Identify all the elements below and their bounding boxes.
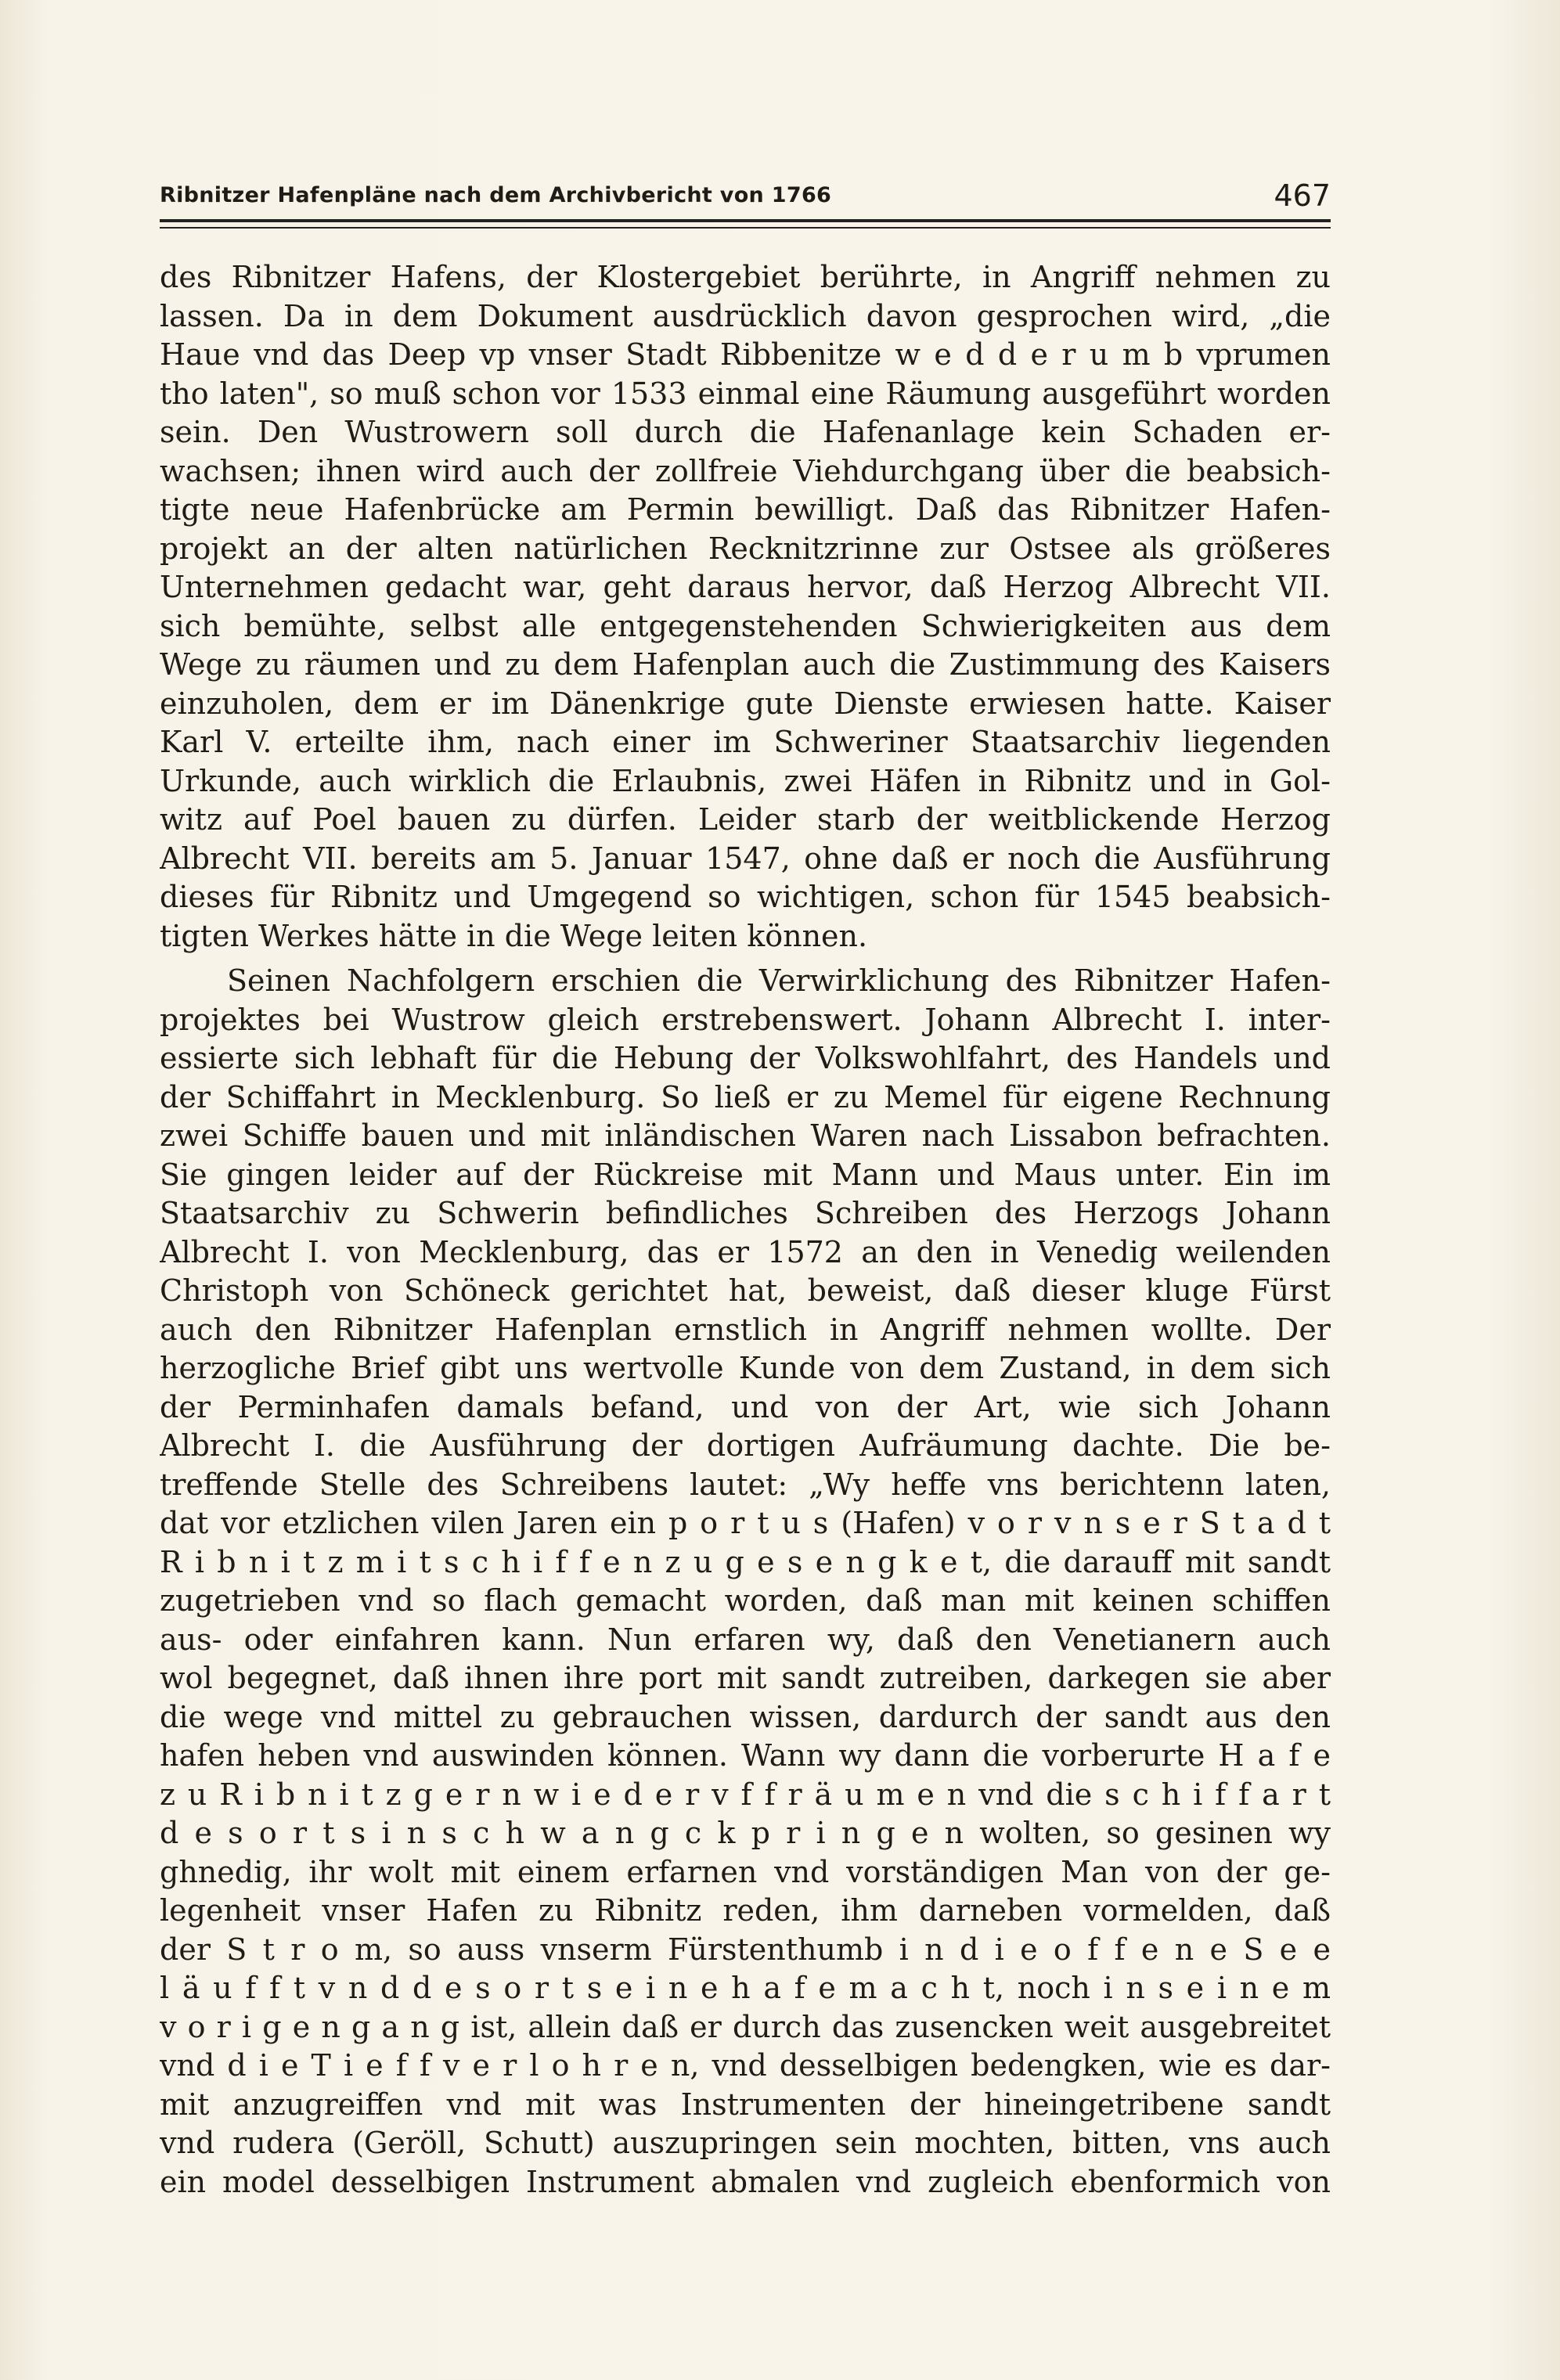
text-line: tigten Werkes hätte in die Wege leiten können. (160, 918, 868, 953)
page-header (160, 178, 1331, 225)
text-line: die wege vnd mittel zu gebrauchen wissen, dardurch der sandt aus den (160, 1699, 1331, 1734)
text-line: ein model desselbigen Instrument abmalen vnd zugleich ebenformich von (160, 2164, 1331, 2199)
text-line: Unternehmen gedacht war, geht daraus hervor, daß Herzog Albrecht VII. (160, 570, 1331, 604)
text-line: Karl V. erteilte ihm, nach einer im Schweriner Staatsarchiv liegenden (160, 725, 1331, 759)
text-line: Albrecht VII. bereits am 5. Januar 1547, ohne daß er noch die Ausführung (160, 841, 1331, 876)
text-line: dat vor etzlichen vilen Jaren ein p o r t u s (Hafen) v o r v n s e r S t a d t (160, 1506, 1331, 1540)
text-line: Seinen Nachfolgern erschien die Verwirklichung des Ribnitzer Hafen- (227, 963, 1331, 998)
text-line: wol begegnet, daß ihnen ihre port mit sandt zutreiben, darkegen sie aber (160, 1661, 1331, 1695)
text-line: Haue vnd das Deep vp vnser Stadt Ribbenitze w e d d e r u m b vprumen (160, 337, 1331, 372)
text-line: vnd d i e T i e f f v e r l o h r e n, vnd desselbigen bedengken, wie es dar- (160, 2048, 1331, 2083)
text-line: treffende Stelle des Schreibens lautet: „Wy heffe vns berichtenn laten, (160, 1467, 1331, 1502)
text-line: l ä u f f t v n d d e s o r t s e i n e h a f e m a c h t, noch i n s e i n e m (160, 1971, 1331, 2005)
text-line: der Perminhafen damals befand, und von der Art, wie sich Johann (160, 1389, 1331, 1424)
text-line: hafen heben vnd auswinden können. Wann wy dann die vorberurte H a f e (160, 1738, 1331, 1773)
text-line: essierte sich lebhaft für die Hebung der Volkswohlfahrt, des Handels und (160, 1041, 1331, 1075)
text-line: Sie gingen leider auf der Rückreise mit Mann und Maus unter. Ein im (160, 1157, 1331, 1192)
header-rule-thin (160, 227, 1331, 229)
text-line: dieses für Ribnitz und Umgegend so wichtigen, schon für 1545 beabsich- (160, 880, 1331, 914)
text-line: d e s o r t s i n s c h w a n g c k p r i n g e n wolten, so gesinen wy (160, 1816, 1331, 1850)
running-title: Ribnitzer Hafenpläne nach dem Archivbericht von 1766 (160, 183, 832, 207)
text-line: sein. Den Wustrowern soll durch die Hafenanlage kein Schaden er- (160, 415, 1331, 449)
page-number: 467 (1274, 178, 1331, 213)
text-line: Christoph von Schöneck gerichtet hat, beweist, daß dieser kluge Fürst (160, 1273, 1331, 1308)
text-line: v o r i g e n g a n g ist, allein daß er durch das zusencken weit ausgebreitet (160, 2009, 1331, 2044)
text-line: projektes bei Wustrow gleich erstrebenswert. Johann Albrecht I. inter- (160, 1002, 1331, 1037)
text-line: projekt an der alten natürlichen Recknitzrinne zur Ostsee als größeres (160, 531, 1331, 566)
text-line: z u R i b n i t z g e r n w i e d e r v f f r ä u m e n vnd die s c h i f f a r t (160, 1777, 1331, 1812)
text-line: der S t r o m, so auss vnserm Fürstenthumb i n d i e o f f e n e S e e (160, 1932, 1331, 1967)
text-line: sich bemühte, selbst alle entgegenstehenden Schwierigkeiten aus dem (160, 608, 1331, 643)
header-rule-thick (160, 219, 1331, 222)
text-line: wachsen; ihnen wird auch der zollfreie Viehdurchgang über die beabsich- (160, 453, 1331, 488)
text-line: der Schiffahrt in Mecklenburg. So ließ er zu Memel für eigene Rechnung (160, 1079, 1331, 1114)
text-line: tho laten", so muß schon vor 1533 einmal eine Räumung ausgeführt worden (160, 376, 1331, 411)
text-line: lassen. Da in dem Dokument ausdrücklich davon gesprochen wird, „die (160, 298, 1331, 333)
text-line: zugetrieben vnd so flach gemacht worden, daß man mit keinen schiffen (160, 1583, 1331, 1618)
text-line: des Ribnitzer Hafens, der Klostergebiet berührte, in Angriff nehmen zu (160, 260, 1331, 294)
text-line: witz auf Poel bauen zu dürfen. Leider starb der weitblickende Herzog (160, 802, 1331, 837)
text-line: Staatsarchiv zu Schwerin befindliches Schreiben des Herzogs Johann (160, 1196, 1331, 1230)
text-line: Albrecht I. von Mecklenburg, das er 1572 an den in Venedig weilenden (160, 1234, 1331, 1269)
text-line: zwei Schiffe bauen und mit inländischen Waren nach Lissabon befrachten. (160, 1118, 1331, 1153)
text-line: R i b n i t z m i t s c h i f f e n z u g e s e n g k e t, die darauff mit sandt (160, 1544, 1331, 1579)
text-line: einzuholen, dem er im Dänenkrige gute Dienste erwiesen hatte. Kaiser (160, 686, 1331, 721)
text-line: Urkunde, auch wirklich die Erlaubnis, zwei Häfen in Ribnitz und in Gol- (160, 763, 1331, 798)
text-line: auch den Ribnitzer Hafenplan ernstlich in Angriff nehmen wollte. Der (160, 1312, 1331, 1347)
text-line: Albrecht I. die Ausführung der dortigen Aufräumung dachte. Die be- (160, 1428, 1331, 1463)
text-line: aus- oder einfahren kann. Nun erfaren wy, daß den Venetianern auch (160, 1622, 1331, 1657)
text-line: vnd rudera (Geröll, Schutt) auszupringen sein mochten, bitten, vns auch (160, 2126, 1331, 2160)
text-line: ghnedig, ihr wolt mit einem erfarnen vnd vorständigen Man von der ge- (160, 1854, 1331, 1889)
text-line: herzogliche Brief gibt uns wertvolle Kunde von dem Zustand, in dem sich (160, 1351, 1331, 1385)
text-line: Wege zu räumen und zu dem Hafenplan auch die Zustimmung des Kaisers (160, 647, 1331, 682)
text-line: legenheit vnser Hafen zu Ribnitz reden, ihm darneben vormelden, daß (160, 1893, 1331, 1928)
text-line: mit anzugreiffen vnd mit was Instrumenten der hineingetribene sandt (160, 2087, 1331, 2122)
text-line: tigte neue Hafenbrücke am Permin bewilligt. Daß das Ribnitzer Hafen- (160, 492, 1331, 527)
body-text (160, 258, 1331, 2202)
